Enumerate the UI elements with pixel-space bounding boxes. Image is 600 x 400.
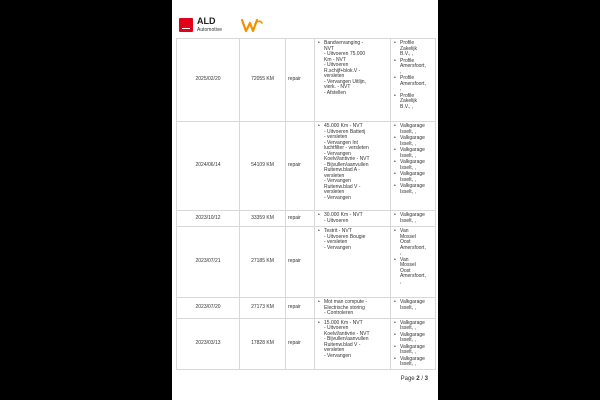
service-list — [317, 41, 388, 96]
service-location — [391, 211, 436, 227]
location-item: • Valkgarage Isselt, , — [400, 136, 433, 147]
table-row — [177, 122, 436, 211]
odometer-reading: 54109 KM — [240, 122, 286, 211]
location-item: • Van Mossel Oost Amersfoort, , — [400, 229, 433, 257]
service-description — [315, 211, 391, 227]
location-item: • Profile Amersfoort, , — [400, 59, 433, 76]
service-date: 2023/07/20 — [177, 298, 240, 319]
table-row — [177, 227, 436, 298]
service-date: 2024/06/14 — [177, 122, 240, 211]
service-type: repair — [286, 122, 315, 211]
service-type: repair — [286, 211, 315, 227]
service-date: 2023/03/13 — [177, 318, 240, 369]
service-item: • Mot man compute - Electrische storing - Controleren — [324, 300, 388, 317]
location-item: • Valkgarage Isselt, , — [400, 124, 433, 135]
service-item: • Testrit - NVT - Uitvoeren Bougie - versleten - Vervangen — [324, 229, 388, 251]
location-list — [393, 124, 433, 195]
location-item: • Valkgarage Isselt, , — [400, 345, 433, 356]
service-type: repair — [286, 39, 315, 122]
odometer-reading: 33359 KM — [240, 211, 286, 227]
table-row — [177, 39, 436, 122]
service-date: 2023/07/21 — [177, 227, 240, 298]
page-header — [179, 14, 429, 40]
service-list — [317, 124, 388, 201]
location-list — [393, 229, 433, 285]
odometer-reading: 27185 KM — [240, 227, 286, 298]
service-description — [315, 122, 391, 211]
location-item: • Valkgarage Isselt, , — [400, 160, 433, 171]
service-date: 2023/10/12 — [177, 211, 240, 227]
service-description — [315, 227, 391, 298]
location-list — [393, 321, 433, 368]
service-list — [317, 321, 388, 360]
page-total: 3 — [424, 376, 428, 382]
service-list — [317, 300, 388, 317]
location-item: • Profile Amersfoort, , — [400, 76, 433, 93]
location-list — [393, 300, 433, 311]
service-location — [391, 122, 436, 211]
service-item: • 45.000 Km - NVT - Uitvoeren Batterij - versleten - Vervangen Int luchtfilter - versleten - Vervangen Koelvl/antivrie - NVT - Bijvullen/aanvullen Ruitenw.blad A - versleten - Vervangen Ruitenw.blad V - versleten - Vervangen — [324, 124, 388, 201]
location-list — [393, 41, 433, 110]
service-list — [317, 213, 388, 224]
location-item: • Van Mossel Oost Amersfoort, , — [400, 258, 433, 286]
location-item: • Valkgarage Isselt, , — [400, 172, 433, 183]
leaseplan-logo-icon — [241, 18, 263, 34]
service-location — [391, 318, 436, 369]
brand-subtitle: Automotive — [197, 27, 223, 33]
document-page — [172, 0, 438, 400]
location-item: • Valkgarage Isselt, , — [400, 333, 433, 344]
location-item: • Valkgarage Isselt, , — [400, 321, 433, 332]
service-location — [391, 39, 436, 122]
table-row — [177, 211, 436, 227]
odometer-reading: 27173 KM — [240, 298, 286, 319]
location-item: • Profile Zakelijk B.V., , — [400, 41, 433, 58]
service-description — [315, 39, 391, 122]
brand-name: ALD — [197, 16, 216, 26]
service-type: repair — [286, 227, 315, 298]
ald-logo-icon — [179, 18, 193, 32]
page-separator: / — [421, 376, 423, 382]
table-row — [177, 298, 436, 319]
location-item: • Valkgarage Isselt, , — [400, 357, 433, 368]
service-description — [315, 318, 391, 369]
odometer-reading: 17828 KM — [240, 318, 286, 369]
page-footer — [401, 376, 428, 382]
location-item: • Valkgarage Isselt, , — [400, 213, 433, 224]
service-item: • Bandvervanging - NVT - Uitvoeren 75.000 Km - NVT - Uitvoeren R.schijf+blok.V - versleten - Vervangen Uitlijn, vierk. - NVT - Afstellen — [324, 41, 388, 96]
service-date: 2025/02/20 — [177, 39, 240, 122]
table-row — [177, 318, 436, 369]
service-type: repair — [286, 298, 315, 319]
location-item: • Valkgarage Isselt, , — [400, 148, 433, 159]
service-list — [317, 229, 388, 251]
page-label: Page — [400, 376, 415, 382]
service-location — [391, 227, 436, 298]
page-current: 2 — [416, 376, 420, 382]
odometer-reading: 72055 KM — [240, 39, 286, 122]
service-type: repair — [286, 318, 315, 369]
service-item: • 15.000 Km - NVT - Uitvoeren Koelvl/antivrie - NVT - Bijvullen/aanvullen Ruitenw.blad V - versleten - Vervangen — [324, 321, 388, 360]
service-location — [391, 298, 436, 319]
service-item: • 30.000 Km - NVT - Uitvoeren — [324, 213, 388, 224]
location-list — [393, 213, 433, 224]
maintenance-history-table — [176, 38, 436, 370]
location-item: • Valkgarage Isselt, , — [400, 184, 433, 195]
service-description — [315, 298, 391, 319]
location-item: • Profile Zakelijk B.V., , — [400, 94, 433, 111]
location-item: • Valkgarage Isselt, , — [400, 300, 433, 311]
